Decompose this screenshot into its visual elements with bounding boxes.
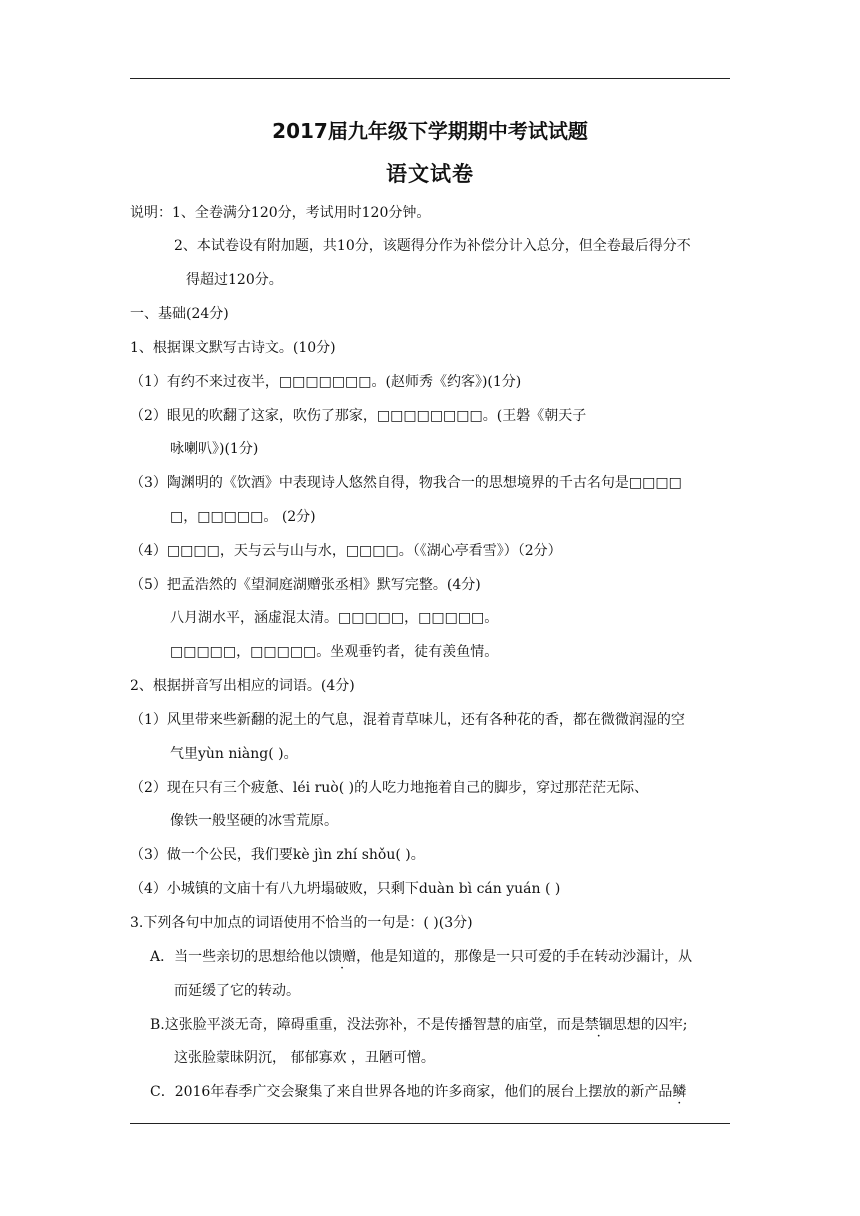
q2-item-3: （3）做一个公民，我们要kè jìn zhí shǒu( )。 <box>130 847 425 863</box>
option-a-text-2: ，他是知道的，那像是一只可爱的手在转动沙漏计，从 <box>356 949 693 965</box>
note-2-cont: 得超过120分。 <box>186 272 283 288</box>
option-b-text-1: B.这张脸平淡无奇，障碍重重，没法弥补，不是传播智慧的庙堂，而是 <box>150 1017 585 1033</box>
q3-option-b-cont: 这张脸蒙昧阴沉， 郁郁寡欢 ，丑陋可憎。 <box>174 1050 435 1066</box>
q2-item-1-cont: 气里yùn niàng( )。 <box>170 746 298 762</box>
q2-item-1: （1）风里带来些新翻的泥土的气息，混着青草味儿，还有各种花的香，都在微微润湿的空 <box>130 712 685 728</box>
q1-item-3-cont: □，□□□□□。 (2分) <box>170 509 316 525</box>
q1-item-3: （3）陶渊明的《饮酒》中表现诗人悠然自得，物我合一的思想境界的千古名句是□□□□ <box>130 475 682 491</box>
footer-rule <box>130 1123 730 1124</box>
q1-item-5-line-2: □□□□□，□□□□□。坐观垂钓者，徒有羡鱼情。 <box>170 644 499 660</box>
q1-item-4: （4）□□□□，天与云与山与水，□□□□。（《湖心亭看雪》）（2分） <box>130 543 562 559</box>
section-heading: 一、基础(24分) <box>130 306 229 322</box>
q2-stem: 2、根据拼音写出相应的词语。(4分) <box>130 678 355 694</box>
q1-item-1: （1）有约不来过夜半，□□□□□□□。(赵师秀《约客》)(1分) <box>130 374 522 390</box>
q2-item-2: （2）现在只有三个疲惫、léi ruò( )的人吃力地拖着自己的脚步，穿过那茫茫无际、 <box>130 780 649 796</box>
q1-item-2-cont: 咏喇叭》)(1分) <box>170 441 259 457</box>
option-b-text-2: 思想的囚牢; <box>612 1017 688 1033</box>
note-1: 说明：1、全卷满分120分，考试用时120分钟。 <box>130 205 431 221</box>
q3-option-a <box>150 948 692 966</box>
exam-subtitle: 语文试卷 <box>386 162 474 186</box>
q3-option-c <box>150 1083 686 1101</box>
q2-item-4: （4）小城镇的文庙十有八九坍塌破败，只剩下duàn bì cán yuán ( ) <box>130 881 561 897</box>
q1-item-5-line-1: 八月湖水平，涵虚混太清。□□□□□，□□□□□。 <box>170 610 499 626</box>
header-rule <box>130 78 730 79</box>
q3-option-b <box>150 1016 687 1034</box>
option-b-dotted-word: 禁锢 <box>584 1017 613 1033</box>
q2-item-2-cont: 像铁一般坚硬的冰雪荒原。 <box>170 813 338 829</box>
q3-option-a-cont: 而延缓了它的转动。 <box>174 983 300 999</box>
q1-item-5: （5）把孟浩然的《望洞庭湖赠张丞相》默写完整。(4分) <box>130 577 481 593</box>
q1-stem: 1、根据课文默写古诗文。(10分) <box>130 340 336 356</box>
exam-title: 2017届九年级下学期期中考试试题 <box>272 119 588 143</box>
option-a-text-1: A．当一些亲切的思想给他以 <box>150 949 329 965</box>
option-c-dotted-word: 鳞 <box>672 1084 687 1100</box>
q1-item-2: （2）眼见的吹翻了这家，吹伤了那家，□□□□□□□□。(王磐《朝天子 <box>130 408 587 424</box>
option-a-dotted-word: 馈赠 <box>328 949 357 965</box>
q3-stem: 3.下列各句中加点的词语使用不恰当的一句是：( )(3分) <box>130 915 473 931</box>
note-2: 2、本试卷设有附加题，共10分，该题得分作为补偿分计入总分，但全卷最后得分不 <box>174 238 691 254</box>
option-c-text-1: C．2016年春季广交会聚集了来自世界各地的许多商家，他们的展台上摆放的新产品 <box>150 1084 673 1100</box>
